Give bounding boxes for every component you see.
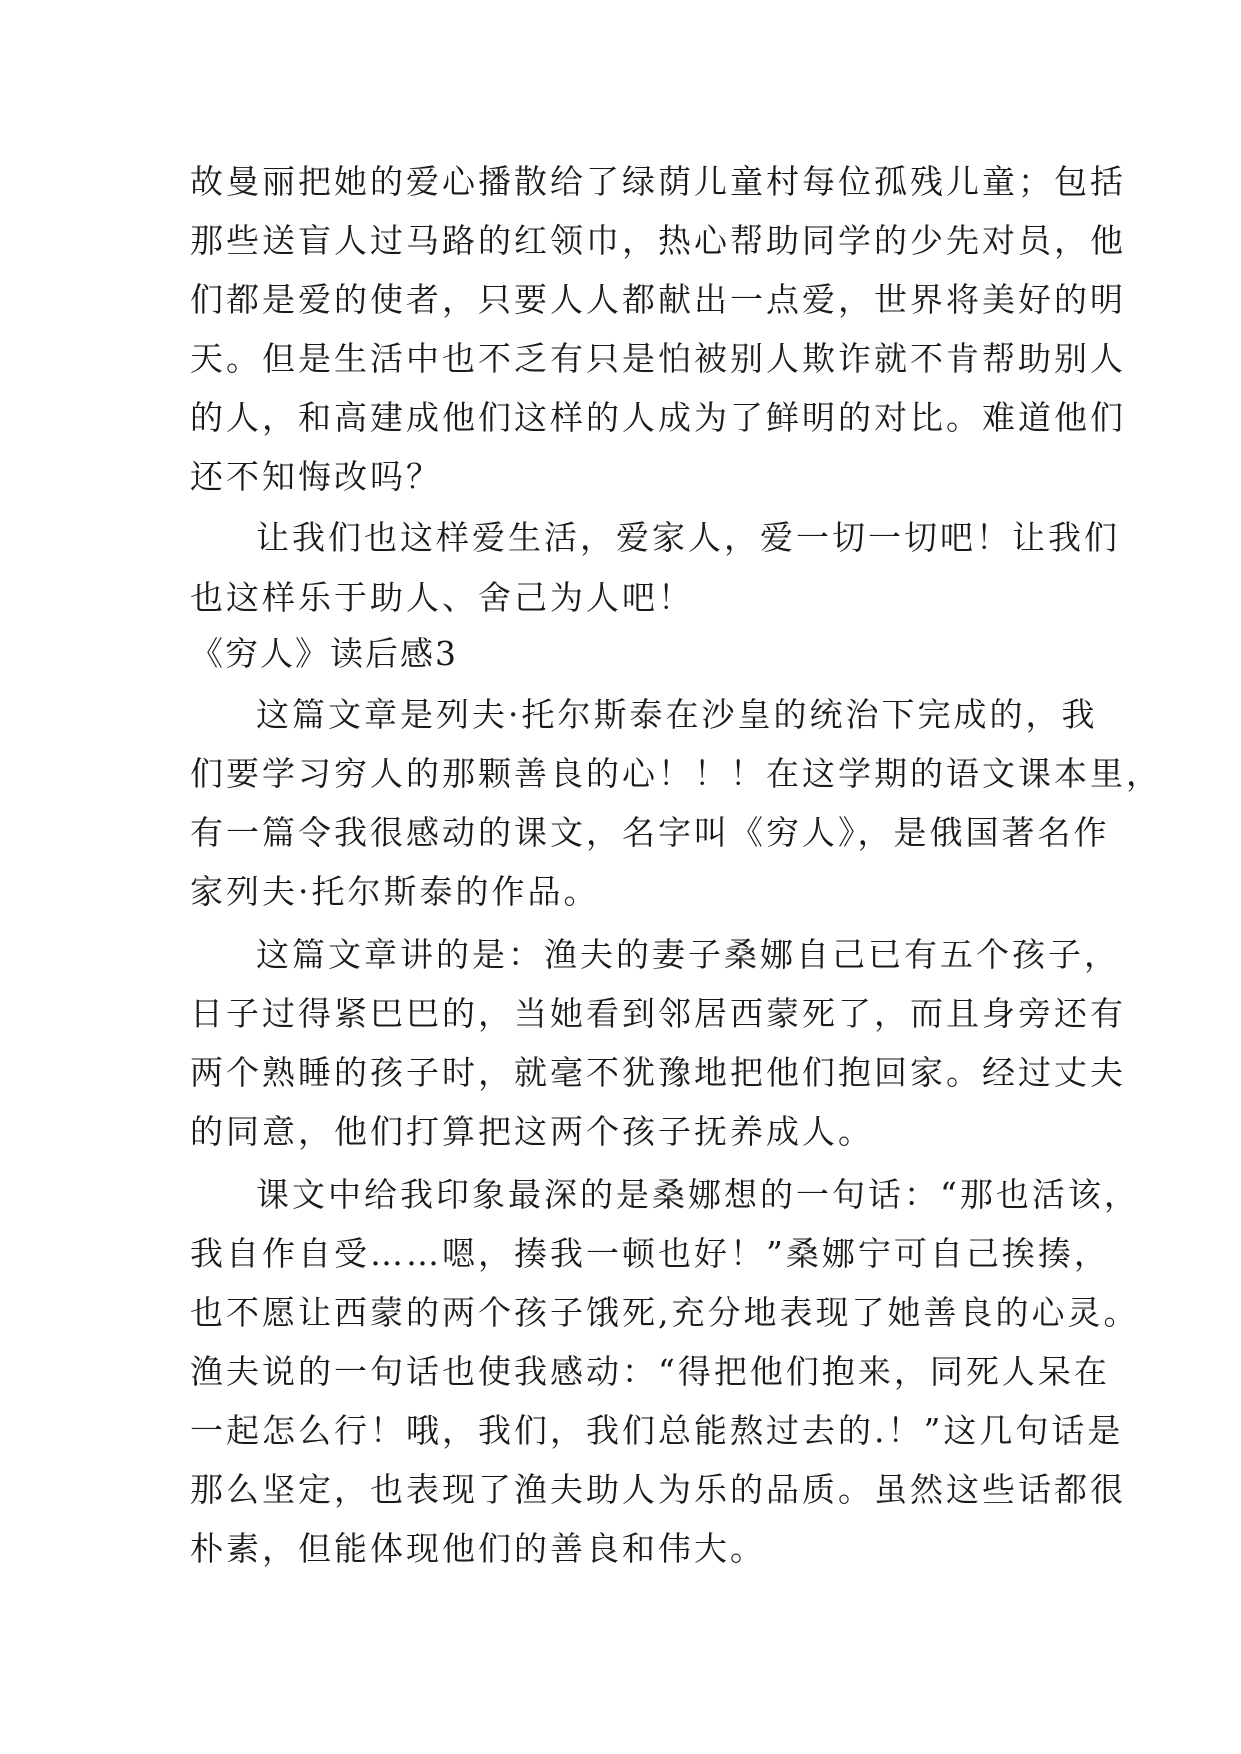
paragraph-first-line: 这篇文章是列夫·托尔斯泰在沙皇的统治下完成的，我	[256, 695, 1098, 734]
text-line: 们都是爱的使者，只要人人都献出一点爱，世界将美好的明	[190, 280, 1126, 319]
text-line: 的人，和高建成他们这样的人成为了鲜明的对比。难道他们	[190, 398, 1126, 437]
text-line: 两个熟睡的孩子时，就毫不犹豫地把他们抱回家。经过丈夫	[190, 1053, 1126, 1092]
text-line: 有一篇令我很感动的课文，名字叫《穷人》，是俄国著名作	[190, 813, 1110, 852]
paragraph-first-line: 让我们也这样爱生活，爱家人，爱一切一切吧！让我们	[256, 518, 1120, 557]
text-line: 们要学习穷人的那颗善良的心！！！在这学期的语文课本里，	[190, 754, 1162, 793]
text-line: 渔夫说的一句话也使我感动：“得把他们抱来，同死人呆在	[190, 1352, 1110, 1391]
text-line: 我自作自受……嗯，揍我一顿也好！”桑娜宁可自己挨揍，	[190, 1234, 1110, 1273]
text-line: 的同意，他们打算把这两个孩子抚养成人。	[190, 1112, 874, 1151]
text-line: 也不愿让西蒙的两个孩子饿死,充分地表现了她善良的心灵。	[190, 1293, 1140, 1332]
text-line: 故曼丽把她的爱心播散给了绿荫儿童村每位孤残儿童；包括	[190, 162, 1126, 201]
text-line: 还不知悔改吗？	[190, 457, 442, 496]
text-line: 家列夫·托尔斯泰的作品。	[190, 872, 600, 911]
paragraph-first-line: 这篇文章讲的是：渔夫的妻子桑娜自己已有五个孩子，	[256, 935, 1120, 974]
text-line: 那些送盲人过马路的红领巾，热心帮助同学的少先对员，他	[190, 221, 1126, 260]
paragraph-first-line: 课文中给我印象最深的是桑娜想的一句话：“那也活该，	[256, 1175, 1140, 1214]
text-line: 也这样乐于助人、舍己为人吧！	[190, 578, 694, 617]
text-line: 天。但是生活中也不乏有只是怕被别人欺诈就不肯帮助别人	[190, 339, 1126, 378]
text-line: 朴素，但能体现他们的善良和伟大。	[190, 1529, 766, 1568]
text-line: 日子过得紧巴巴的，当她看到邻居西蒙死了，而且身旁还有	[190, 994, 1126, 1033]
section-heading: 《穷人》读后感3	[190, 634, 458, 673]
text-line: 一起怎么行！哦，我们，我们总能熬过去的.！”这几句话是	[190, 1411, 1124, 1450]
text-line: 那么坚定，也表现了渔夫助人为乐的品质。虽然这些话都很	[190, 1470, 1126, 1509]
